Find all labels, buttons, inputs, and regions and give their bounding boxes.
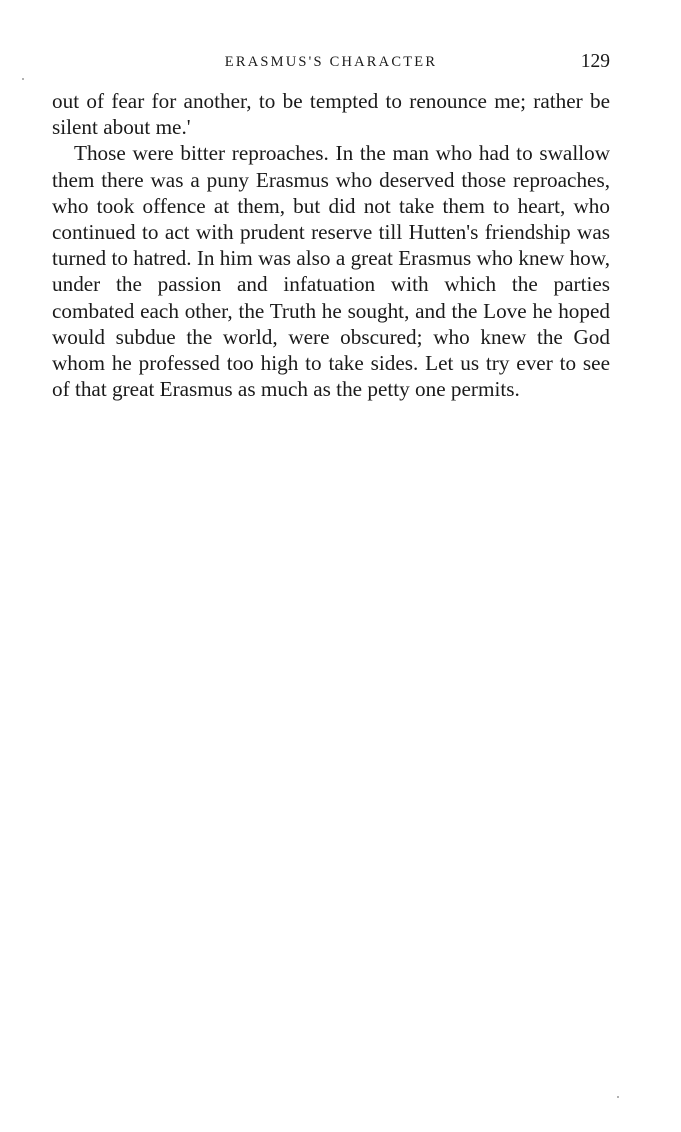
running-head [52,52,610,76]
paragraph-continuation: out of fear for another, to be tempted to renounce me; rather be silent about me.' [52,89,610,140]
body-text [52,88,610,402]
paragraph-main: Those were bitter reproaches. In the man who had to swallow them there was a puny Erasmus who deserved those reproaches, who took offence at them, but did not take them to heart, who continued to act with prudent reserve till Hutten's friendship was turned to hatred. In him was also a great Erasmus who knew how, under the passion and infatuation with which the parties combated each other, the Truth he sought, and the Love he hoped would subdue the world, were obscured; who knew the God whom he professed too high to take sides. Let us try ever to see of that great Erasmus as much as the petty one permits. [52,141,610,402]
paper-speck [22,78,24,80]
page-number: 129 [580,51,610,72]
running-title: ERASMUS'S CHARACTER [224,54,438,70]
paper-speck [617,1096,619,1098]
